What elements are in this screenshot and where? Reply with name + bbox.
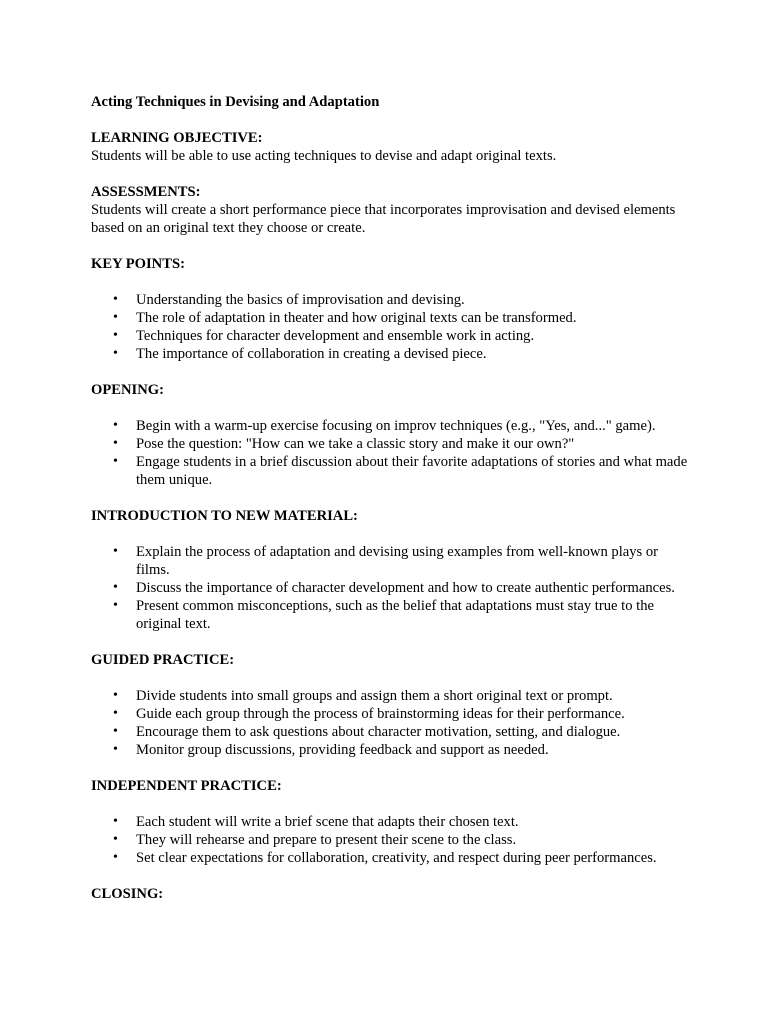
bullet-icon: • xyxy=(113,688,118,703)
list-item xyxy=(113,291,691,309)
list-item xyxy=(113,327,691,345)
list-item xyxy=(113,723,691,741)
list-item-text: Guide each group through the process of brainstorming ideas for their performance. xyxy=(136,706,625,722)
list-item xyxy=(113,831,691,849)
list-item-text: The importance of collaboration in creating a devised piece. xyxy=(136,346,487,362)
key-points-heading: KEY POINTS: xyxy=(91,256,185,272)
list-item xyxy=(113,435,691,453)
introduction-section xyxy=(91,507,691,633)
document-title: Acting Techniques in Devising and Adaptation xyxy=(91,94,380,110)
list-item-text: The role of adaptation in theater and how original texts can be transformed. xyxy=(136,310,577,326)
opening-section xyxy=(91,381,691,489)
bullet-icon: • xyxy=(113,436,118,451)
list-item-text: Each student will write a brief scene that adapts their chosen text. xyxy=(136,814,519,830)
guided-practice-heading: GUIDED PRACTICE: xyxy=(91,652,235,668)
list-item xyxy=(113,417,691,435)
list-item-text: Engage students in a brief discussion about their favorite adaptations of stories and what made them unique. xyxy=(136,454,688,488)
list-item xyxy=(113,849,691,867)
bullet-icon: • xyxy=(113,418,118,433)
bullet-icon: • xyxy=(113,724,118,739)
list-item-text: Present common misconceptions, such as the belief that adaptations must stay true to the original text. xyxy=(136,598,654,632)
list-item-text: Understanding the basics of improvisation and devising. xyxy=(136,292,465,308)
list-item xyxy=(113,705,691,723)
bullet-icon: • xyxy=(113,814,118,829)
list-item xyxy=(113,813,691,831)
assessments-section xyxy=(91,183,691,237)
guided-practice-list xyxy=(91,687,691,759)
document-body xyxy=(91,93,691,921)
bullet-icon: • xyxy=(113,580,118,595)
bullet-icon: • xyxy=(113,850,118,865)
learning-objective-text: Students will be able to use acting techniques to devise and adapt original texts. xyxy=(91,148,557,164)
list-item xyxy=(113,597,691,633)
bullet-icon: • xyxy=(113,832,118,847)
introduction-list xyxy=(91,543,691,633)
list-item-text: Begin with a warm-up exercise focusing on improv techniques (e.g., "Yes, and..." game). xyxy=(136,418,656,434)
list-item xyxy=(113,741,691,759)
independent-practice-section xyxy=(91,777,691,867)
independent-practice-heading: INDEPENDENT PRACTICE: xyxy=(91,778,282,794)
key-points-section xyxy=(91,255,691,363)
closing-heading: CLOSING: xyxy=(91,886,164,902)
bullet-icon: • xyxy=(113,328,118,343)
opening-heading: OPENING: xyxy=(91,382,164,398)
list-item-text: They will rehearse and prepare to present their scene to the class. xyxy=(136,832,517,848)
list-item xyxy=(113,309,691,327)
introduction-heading: INTRODUCTION TO NEW MATERIAL: xyxy=(91,508,358,524)
guided-practice-section xyxy=(91,651,691,759)
list-item xyxy=(113,687,691,705)
list-item-text: Pose the question: "How can we take a classic story and make it our own?" xyxy=(136,436,575,452)
list-item xyxy=(113,453,691,489)
list-item-text: Divide students into small groups and assign them a short original text or prompt. xyxy=(136,688,613,704)
learning-objective-heading: LEARNING OBJECTIVE: xyxy=(91,130,263,146)
list-item-text: Techniques for character development and ensemble work in acting. xyxy=(136,328,535,344)
bullet-icon: • xyxy=(113,346,118,361)
list-item-text: Discuss the importance of character development and how to create authentic performances. xyxy=(136,580,675,596)
learning-objective-section xyxy=(91,129,691,165)
bullet-icon: • xyxy=(113,598,118,613)
bullet-icon: • xyxy=(113,742,118,757)
list-item xyxy=(113,345,691,363)
list-item-text: Monitor group discussions, providing feedback and support as needed. xyxy=(136,742,549,758)
bullet-icon: • xyxy=(113,310,118,325)
bullet-icon: • xyxy=(113,544,118,559)
independent-practice-list xyxy=(91,813,691,867)
list-item xyxy=(113,543,691,579)
opening-list xyxy=(91,417,691,489)
list-item-text: Explain the process of adaptation and devising using examples from well-known plays or films. xyxy=(136,544,659,578)
key-points-list xyxy=(91,291,691,363)
list-item xyxy=(113,579,691,597)
list-item-text: Set clear expectations for collaboration, creativity, and respect during peer performances. xyxy=(136,850,657,866)
bullet-icon: • xyxy=(113,706,118,721)
closing-section xyxy=(91,885,691,903)
bullet-icon: • xyxy=(113,454,118,469)
assessments-text: Students will create a short performance piece that incorporates improvisation and devised elements based on an original text they choose or create. xyxy=(91,202,676,236)
bullet-icon: • xyxy=(113,292,118,307)
assessments-heading: ASSESSMENTS: xyxy=(91,184,201,200)
list-item-text: Encourage them to ask questions about character motivation, setting, and dialogue. xyxy=(136,724,621,740)
